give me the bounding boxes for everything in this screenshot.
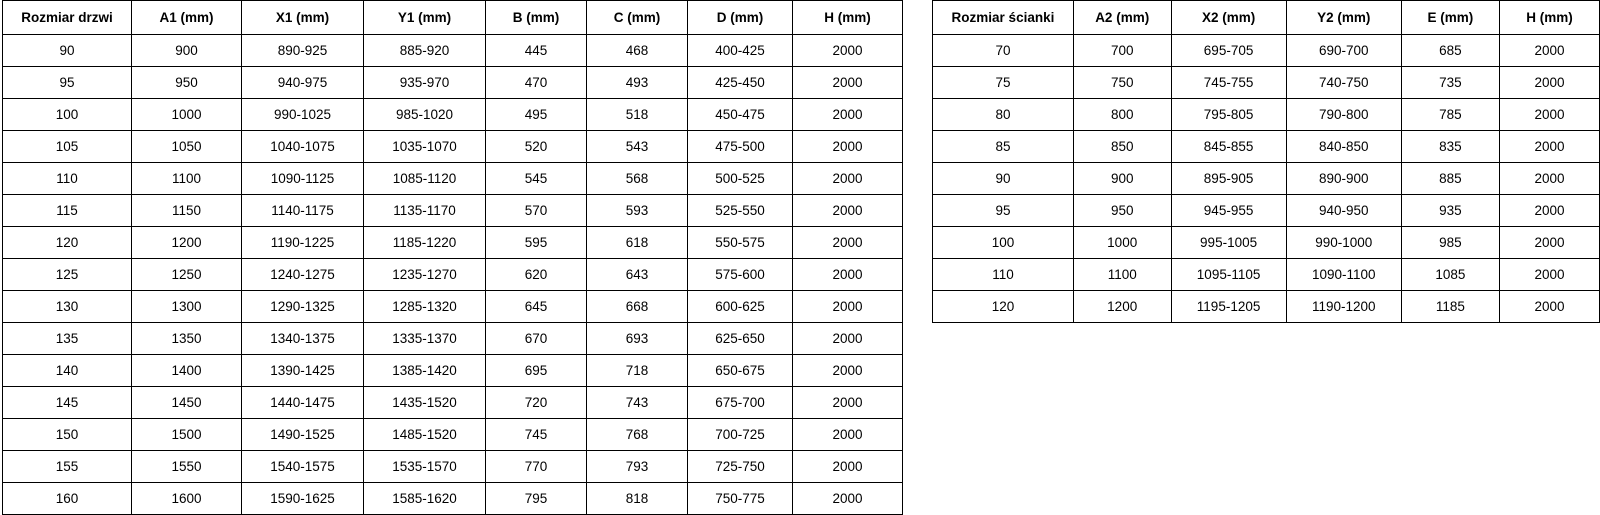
table-cell: 750-775: [688, 483, 793, 515]
table-cell: 1190-1225: [242, 227, 364, 259]
table-cell: 685: [1401, 35, 1499, 67]
table-cell: 650-675: [688, 355, 793, 387]
table-cell: 835: [1401, 131, 1499, 163]
table-cell: 1100: [132, 163, 242, 195]
table-cell: 790-800: [1286, 99, 1401, 131]
table-cell: 1285-1320: [364, 291, 486, 323]
table-cell: 990-1000: [1286, 227, 1401, 259]
table-cell: 600-625: [688, 291, 793, 323]
table-cell: 110: [933, 259, 1074, 291]
walls-table-body: [933, 35, 1600, 323]
table-cell: 700: [1073, 35, 1171, 67]
table-row: [933, 163, 1600, 195]
table-cell: 795-805: [1171, 99, 1286, 131]
table-cell: 120: [3, 227, 132, 259]
table-cell: 1185: [1401, 291, 1499, 323]
table-row: [3, 131, 903, 163]
table-cell: 80: [933, 99, 1074, 131]
table-cell: 935-970: [364, 67, 486, 99]
walls-dimensions-table: [932, 0, 1600, 323]
table-cell: 1435-1520: [364, 387, 486, 419]
column-header: E (mm): [1401, 1, 1499, 35]
table-row: [933, 99, 1600, 131]
table-cell: 125: [3, 259, 132, 291]
table-row: [933, 227, 1600, 259]
table-cell: 90: [933, 163, 1074, 195]
table-row: [3, 387, 903, 419]
table-cell: 2000: [793, 483, 903, 515]
column-header: Y1 (mm): [364, 1, 486, 35]
table-header-row: [933, 1, 1600, 35]
table-row: [933, 291, 1600, 323]
table-cell: 1150: [132, 195, 242, 227]
table-cell: 818: [587, 483, 688, 515]
table-cell: 1400: [132, 355, 242, 387]
table-cell: 70: [933, 35, 1074, 67]
table-cell: 1200: [132, 227, 242, 259]
table-row: [3, 451, 903, 483]
table-cell: 2000: [793, 387, 903, 419]
table-cell: 793: [587, 451, 688, 483]
table-cell: 135: [3, 323, 132, 355]
table-row: [3, 67, 903, 99]
table-cell: 140: [3, 355, 132, 387]
table-cell: 1050: [132, 131, 242, 163]
table-cell: 1000: [132, 99, 242, 131]
table-cell: 668: [587, 291, 688, 323]
table-row: [3, 355, 903, 387]
table-row: [933, 259, 1600, 291]
table-cell: 735: [1401, 67, 1499, 99]
table-cell: 85: [933, 131, 1074, 163]
table-cell: 2000: [1499, 67, 1599, 99]
table-cell: 570: [486, 195, 587, 227]
table-row: [3, 259, 903, 291]
column-header: H (mm): [793, 1, 903, 35]
table-row: [3, 195, 903, 227]
table-cell: 110: [3, 163, 132, 195]
table-cell: 1490-1525: [242, 419, 364, 451]
table-cell: 400-425: [688, 35, 793, 67]
column-header: H (mm): [1499, 1, 1599, 35]
table-cell: 105: [3, 131, 132, 163]
table-cell: 670: [486, 323, 587, 355]
table-cell: 700-725: [688, 419, 793, 451]
table-row: [3, 483, 903, 515]
table-cell: 1290-1325: [242, 291, 364, 323]
table-cell: 1340-1375: [242, 323, 364, 355]
table-cell: 718: [587, 355, 688, 387]
table-cell: 1550: [132, 451, 242, 483]
table-cell: 2000: [793, 451, 903, 483]
table-cell: 845-855: [1171, 131, 1286, 163]
table-cell: 520: [486, 131, 587, 163]
table-cell: 945-955: [1171, 195, 1286, 227]
table-cell: 1100: [1073, 259, 1171, 291]
table-cell: 450-475: [688, 99, 793, 131]
table-cell: 695: [486, 355, 587, 387]
table-cell: 770: [486, 451, 587, 483]
table-cell: 2000: [1499, 131, 1599, 163]
table-cell: 643: [587, 259, 688, 291]
table-cell: 160: [3, 483, 132, 515]
column-header: A2 (mm): [1073, 1, 1171, 35]
table-cell: 800: [1073, 99, 1171, 131]
table-cell: 2000: [1499, 259, 1599, 291]
table-cell: 1485-1520: [364, 419, 486, 451]
table-cell: 1190-1200: [1286, 291, 1401, 323]
table-cell: 940-975: [242, 67, 364, 99]
table-cell: 1350: [132, 323, 242, 355]
table-cell: 500-525: [688, 163, 793, 195]
table-cell: 518: [587, 99, 688, 131]
table-cell: 900: [1073, 163, 1171, 195]
table-row: [933, 195, 1600, 227]
table-cell: 425-450: [688, 67, 793, 99]
table-cell: 2000: [793, 419, 903, 451]
table-row: [3, 163, 903, 195]
table-cell: 1035-1070: [364, 131, 486, 163]
table-cell: 1235-1270: [364, 259, 486, 291]
table-cell: 1600: [132, 483, 242, 515]
table-cell: 675-700: [688, 387, 793, 419]
table-cell: 743: [587, 387, 688, 419]
table-cell: 900: [132, 35, 242, 67]
table-cell: 95: [3, 67, 132, 99]
table-cell: 468: [587, 35, 688, 67]
table-cell: 1000: [1073, 227, 1171, 259]
table-cell: 1535-1570: [364, 451, 486, 483]
table-cell: 575-600: [688, 259, 793, 291]
table-cell: 2000: [793, 163, 903, 195]
table-cell: 2000: [793, 67, 903, 99]
table-row: [3, 419, 903, 451]
table-cell: 890-925: [242, 35, 364, 67]
table-cell: 645: [486, 291, 587, 323]
table-cell: 985-1020: [364, 99, 486, 131]
doors-table-body: [3, 35, 903, 515]
table-cell: 120: [933, 291, 1074, 323]
table-cell: 1385-1420: [364, 355, 486, 387]
table-cell: 95: [933, 195, 1074, 227]
table-cell: 1500: [132, 419, 242, 451]
table-header-row: [3, 1, 903, 35]
table-cell: 550-575: [688, 227, 793, 259]
table-cell: 795: [486, 483, 587, 515]
table-cell: 745-755: [1171, 67, 1286, 99]
table-cell: 1335-1370: [364, 323, 486, 355]
table-cell: 1135-1170: [364, 195, 486, 227]
table-cell: 1095-1105: [1171, 259, 1286, 291]
table-cell: 1240-1275: [242, 259, 364, 291]
table-cell: 1300: [132, 291, 242, 323]
table-cell: 2000: [1499, 99, 1599, 131]
table-cell: 693: [587, 323, 688, 355]
table-cell: 2000: [1499, 291, 1599, 323]
table-cell: 840-850: [1286, 131, 1401, 163]
table-row: [3, 35, 903, 67]
table-cell: 2000: [793, 259, 903, 291]
table-cell: 890-900: [1286, 163, 1401, 195]
table-cell: 470: [486, 67, 587, 99]
table-cell: 1085: [1401, 259, 1499, 291]
column-header: D (mm): [688, 1, 793, 35]
table-cell: 525-550: [688, 195, 793, 227]
table-cell: 940-950: [1286, 195, 1401, 227]
table-cell: 695-705: [1171, 35, 1286, 67]
table-cell: 115: [3, 195, 132, 227]
table-cell: 950: [132, 67, 242, 99]
table-row: [3, 99, 903, 131]
doors-dimensions-table-container: [2, 0, 903, 515]
table-cell: 2000: [1499, 163, 1599, 195]
table-cell: 2000: [1499, 195, 1599, 227]
table-cell: 1390-1425: [242, 355, 364, 387]
table-cell: 1195-1205: [1171, 291, 1286, 323]
table-cell: 985: [1401, 227, 1499, 259]
table-row: [3, 227, 903, 259]
table-cell: 1085-1120: [364, 163, 486, 195]
table-row: [933, 35, 1600, 67]
table-cell: 593: [587, 195, 688, 227]
table-cell: 1040-1075: [242, 131, 364, 163]
table-cell: 2000: [793, 131, 903, 163]
column-header: X2 (mm): [1171, 1, 1286, 35]
table-cell: 1440-1475: [242, 387, 364, 419]
table-cell: 493: [587, 67, 688, 99]
table-cell: 895-905: [1171, 163, 1286, 195]
table-cell: 1590-1625: [242, 483, 364, 515]
table-cell: 618: [587, 227, 688, 259]
table-cell: 1200: [1073, 291, 1171, 323]
table-cell: 625-650: [688, 323, 793, 355]
table-cell: 725-750: [688, 451, 793, 483]
table-row: [3, 291, 903, 323]
table-cell: 2000: [1499, 227, 1599, 259]
table-cell: 885: [1401, 163, 1499, 195]
table-cell: 150: [3, 419, 132, 451]
column-header: B (mm): [486, 1, 587, 35]
table-cell: 720: [486, 387, 587, 419]
doors-dimensions-table: [2, 0, 903, 515]
table-cell: 2000: [1499, 35, 1599, 67]
table-cell: 445: [486, 35, 587, 67]
doors-table-header: [3, 1, 903, 35]
table-cell: 543: [587, 131, 688, 163]
table-cell: 145: [3, 387, 132, 419]
table-cell: 620: [486, 259, 587, 291]
table-cell: 1540-1575: [242, 451, 364, 483]
table-cell: 1090-1100: [1286, 259, 1401, 291]
table-row: [933, 131, 1600, 163]
table-cell: 595: [486, 227, 587, 259]
table-cell: 995-1005: [1171, 227, 1286, 259]
table-cell: 1585-1620: [364, 483, 486, 515]
walls-dimensions-table-container: [932, 0, 1600, 323]
column-header: Rozmiar ścianki: [933, 1, 1074, 35]
table-cell: 100: [3, 99, 132, 131]
table-cell: 475-500: [688, 131, 793, 163]
column-header: Rozmiar drzwi: [3, 1, 132, 35]
table-cell: 768: [587, 419, 688, 451]
column-header: Y2 (mm): [1286, 1, 1401, 35]
table-cell: 2000: [793, 195, 903, 227]
table-cell: 2000: [793, 355, 903, 387]
table-cell: 1140-1175: [242, 195, 364, 227]
table-cell: 740-750: [1286, 67, 1401, 99]
table-cell: 545: [486, 163, 587, 195]
table-cell: 100: [933, 227, 1074, 259]
table-cell: 495: [486, 99, 587, 131]
table-cell: 568: [587, 163, 688, 195]
table-cell: 850: [1073, 131, 1171, 163]
table-cell: 690-700: [1286, 35, 1401, 67]
column-header: X1 (mm): [242, 1, 364, 35]
table-cell: 2000: [793, 291, 903, 323]
table-cell: 130: [3, 291, 132, 323]
walls-table-header: [933, 1, 1600, 35]
table-row: [933, 67, 1600, 99]
table-cell: 155: [3, 451, 132, 483]
table-cell: 2000: [793, 227, 903, 259]
column-header: C (mm): [587, 1, 688, 35]
table-cell: 885-920: [364, 35, 486, 67]
table-row: [3, 323, 903, 355]
table-cell: 990-1025: [242, 99, 364, 131]
table-cell: 1090-1125: [242, 163, 364, 195]
table-cell: 1450: [132, 387, 242, 419]
table-cell: 2000: [793, 323, 903, 355]
table-cell: 935: [1401, 195, 1499, 227]
table-cell: 950: [1073, 195, 1171, 227]
table-cell: 75: [933, 67, 1074, 99]
table-cell: 1185-1220: [364, 227, 486, 259]
column-header: A1 (mm): [132, 1, 242, 35]
table-cell: 785: [1401, 99, 1499, 131]
table-cell: 90: [3, 35, 132, 67]
table-cell: 1250: [132, 259, 242, 291]
table-cell: 2000: [793, 99, 903, 131]
table-cell: 2000: [793, 35, 903, 67]
table-cell: 750: [1073, 67, 1171, 99]
table-cell: 745: [486, 419, 587, 451]
